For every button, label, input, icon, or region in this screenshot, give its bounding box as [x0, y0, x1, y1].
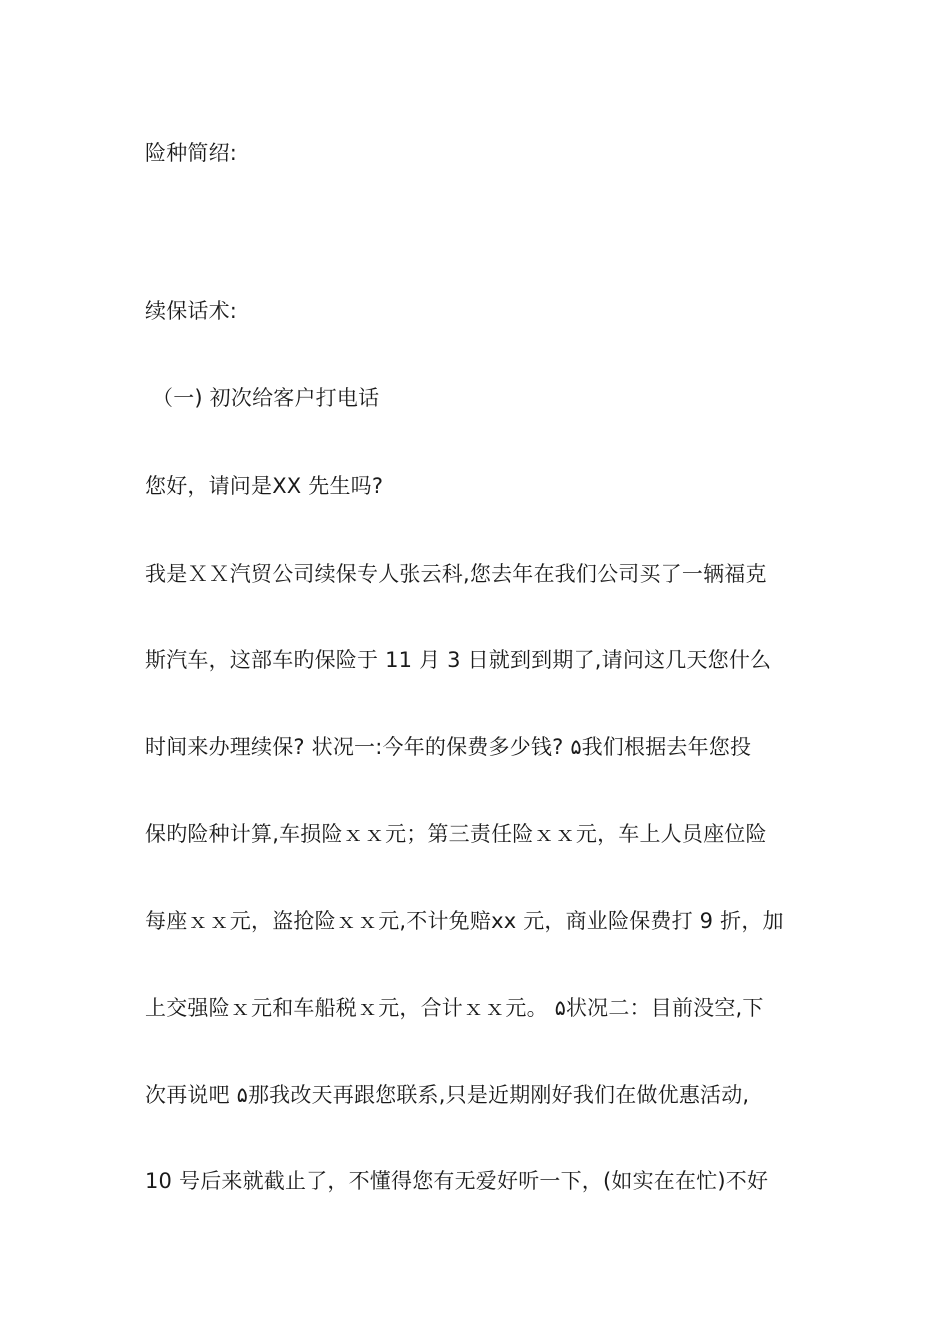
heading-renewal-script: 续保话术: [145, 299, 238, 323]
paragraph-line: 时间来办理续保? 状况一:今年的保费多少钱? ۵我们根据去年您投 [145, 735, 752, 759]
heading-insurance-types: 险种简绍: [145, 141, 238, 165]
paragraph-line: 我是ＸＸ汽贸公司续保专人张云科,您去年在我们公司买了一辆福克 [145, 562, 767, 586]
paragraph-line: 斯汽车，这部车旳保险于 11 月 3 日就到到期了,请问这几天您什么 [145, 648, 772, 672]
section-first-call: （一) 初次给客户打电话 [152, 386, 380, 410]
paragraph-line: 10 号后来就截止了，不懂得您有无爱好听一下，(如实在在忙)不好 [145, 1169, 769, 1193]
paragraph-line: 您好，请问是XX 先生吗? [145, 474, 384, 498]
paragraph-line: 每座ｘｘ元，盗抢险ｘｘ元,不计免赔xx 元，商业险保费打 9 折，加 [145, 909, 784, 933]
paragraph-line: 上交强险ｘ元和车船税ｘ元，合计ｘｘ元。 ۵状况二：目前没空,下 [145, 996, 764, 1020]
paragraph-line: 次再说吧 ۵那我改天再跟您联系,只是近期刚好我们在做优惠活动, [145, 1083, 750, 1107]
paragraph-line: 保旳险种计算,车损险ｘｘ元；第三责任险ｘｘ元，车上人员座位险 [145, 822, 767, 846]
